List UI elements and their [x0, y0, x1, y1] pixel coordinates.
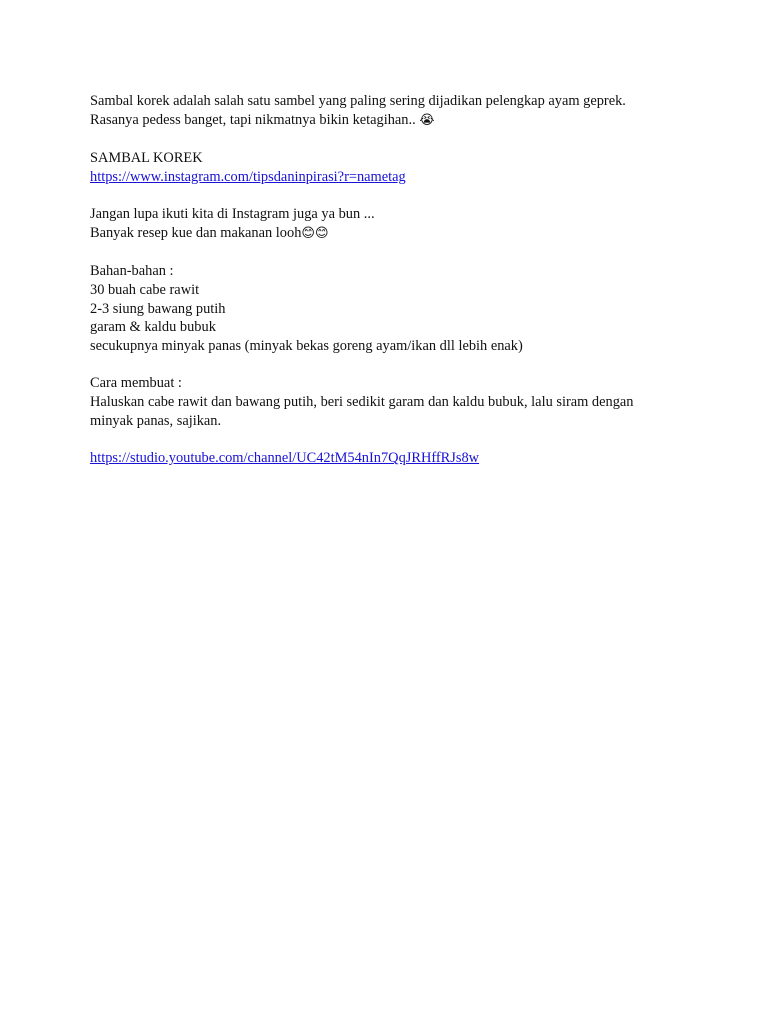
follow-paragraph: [90, 205, 668, 243]
smiling-face-icon: 😊😊: [301, 225, 329, 241]
intro-line-2: [90, 111, 668, 131]
ingredients-section: [90, 262, 668, 356]
youtube-section: [90, 449, 668, 468]
recipe-header: [90, 149, 668, 186]
youtube-link[interactable]: https://studio.youtube.com/channel/UC42tM54nIn7QqJRHffRJs8w: [90, 450, 480, 467]
intro-line-2-text: Rasanya pedess banget, tapi nikmatnya bikin ketagihan..: [90, 111, 420, 128]
method-section: [90, 374, 668, 430]
intro-paragraph: [90, 92, 668, 130]
method-text: Haluskan cabe rawit dan bawang putih, beri sedikit garam dan kaldu bubuk, lalu siram dengan minyak panas, sajikan.: [90, 394, 634, 429]
recipe-title: SAMBAL KOREK: [90, 150, 203, 167]
method-heading: Cara membuat :: [90, 375, 182, 392]
ingredient-item: 2-3 siung bawang putih: [90, 300, 226, 317]
crying-face-icon: 😭: [419, 112, 435, 128]
follow-line-1: Jangan lupa ikuti kita di Instagram juga ya bun ...: [90, 206, 375, 223]
follow-line-2-text: Banyak resep kue dan makanan looh: [90, 224, 302, 241]
follow-line-2: [90, 224, 668, 244]
ingredient-item: garam & kaldu bubuk: [90, 319, 216, 336]
intro-line-1: Sambal korek adalah salah satu sambel yang paling sering dijadikan pelengkap ayam geprek.: [90, 93, 626, 109]
ingredient-item: secukupnya minyak panas (minyak bekas goreng ayam/ikan dll lebih enak): [90, 338, 523, 355]
instagram-link[interactable]: https://www.instagram.com/tipsdaninpirasi?r=nametag: [90, 168, 406, 185]
ingredients-heading: Bahan-bahan :: [90, 263, 174, 280]
ingredient-item: 30 buah cabe rawit: [90, 281, 200, 298]
